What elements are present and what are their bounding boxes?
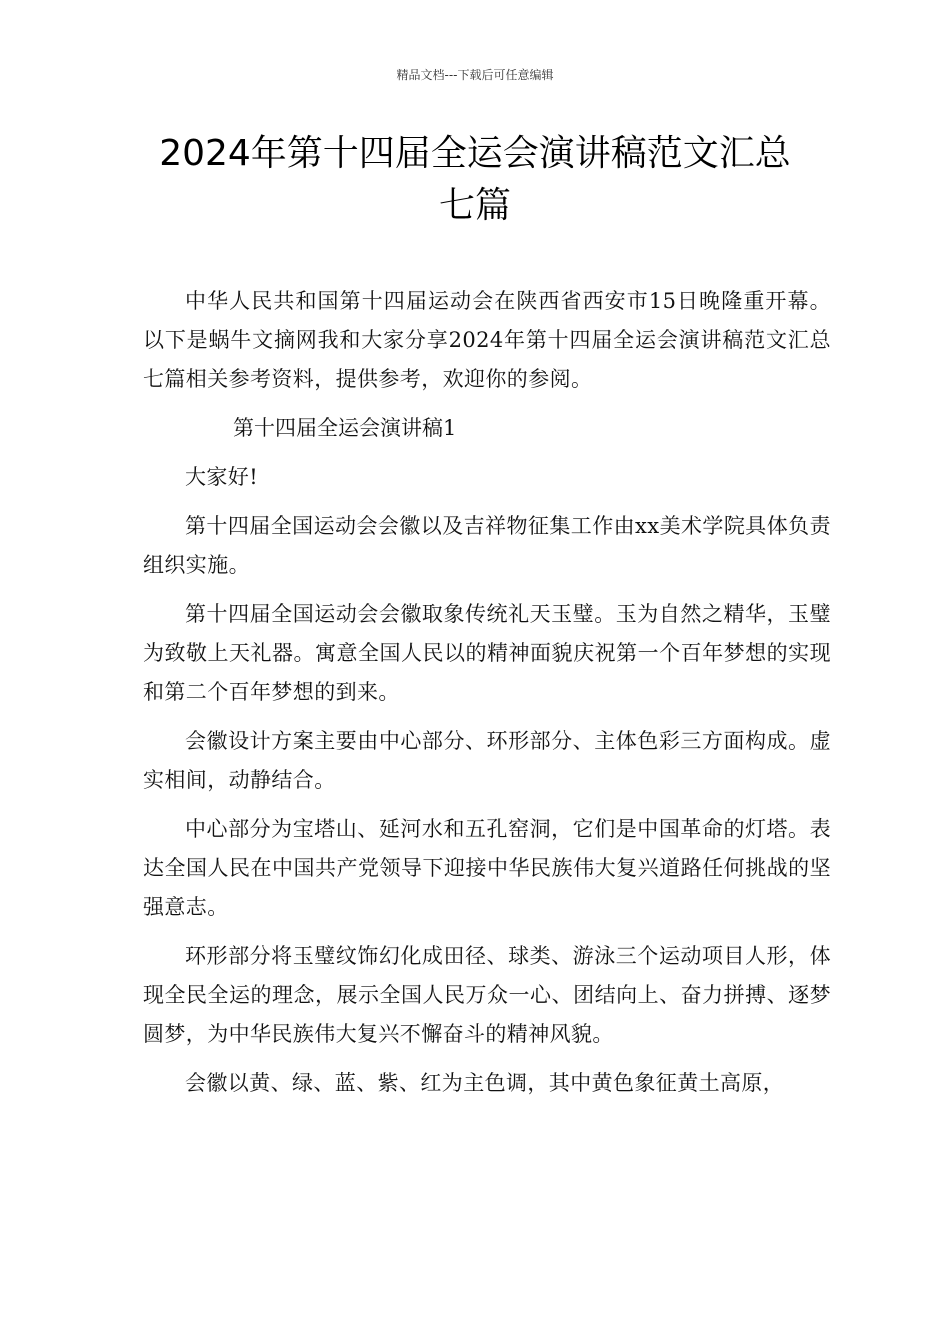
document-title: [125, 128, 825, 232]
document-body: [143, 282, 831, 1113]
greeting-paragraph: 大家好!: [185, 465, 259, 489]
body-paragraph: 第十四届全国运动会会徽以及吉祥物征集工作由xx美术学院具体负责组织实施。: [143, 514, 831, 577]
body-paragraph: 会徽设计方案主要由中心部分、环形部分、主体色彩三方面构成。虚实相间，动静结合。: [143, 729, 831, 792]
body-paragraph: 第十四届全国运动会会徽取象传统礼天玉璧。玉为自然之精华，玉璧为致敬上天礼器。寓意全国人民以的精神面貌庆祝第一个百年梦想的实现和第二个百年梦想的到来。: [143, 602, 831, 704]
header-note: 精品文档---下载后可任意编辑: [396, 68, 554, 82]
intro-paragraph: 中华人民共和国第十四届运动会在陕西省西安市15日晚隆重开幕。以下是蜗牛文摘网我和大家分享2024年第十四届全运会演讲稿范文汇总七篇相关参考资料，提供参考，欢迎你的参阅。: [143, 289, 831, 391]
body-paragraph: 会徽以黄、绿、蓝、紫、红为主色调，其中黄色象征黄土高原，: [185, 1071, 785, 1095]
body-paragraph: 中心部分为宝塔山、延河水和五孔窑洞，它们是中国革命的灯塔。表达全国人民在中国共产党领导下迎接中华民族伟大复兴道路任何挑战的坚强意志。: [143, 817, 831, 919]
body-paragraph: 环形部分将玉璧纹饰幻化成田径、球类、游泳三个运动项目人形，体现全民全运的理念，展示全国人民万众一心、团结向上、奋力拼搏、逐梦圆梦，为中华民族伟大复兴不懈奋斗的精神风貌。: [143, 944, 831, 1046]
title-line-2: 七篇: [438, 185, 511, 226]
title-line-1: 2024年第十四届全运会演讲稿范文汇总: [159, 133, 791, 174]
section-heading: 第十四届全运会演讲稿1: [233, 416, 457, 440]
